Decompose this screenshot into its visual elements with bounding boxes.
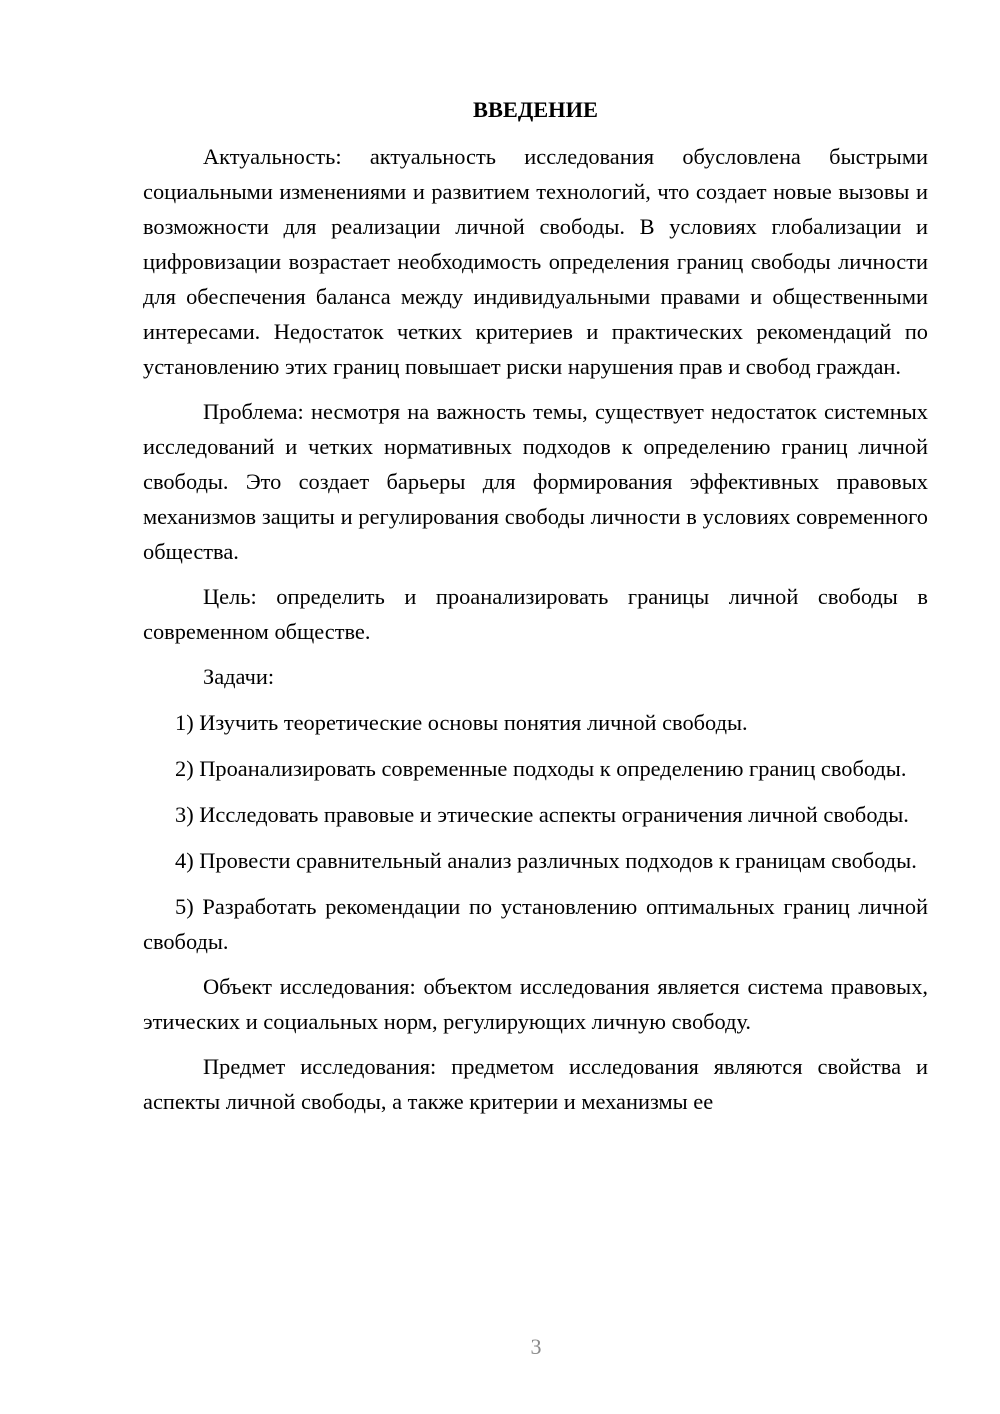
section-heading: ВВЕДЕНИЕ bbox=[473, 97, 598, 122]
paragraph-object: Объект исследования: объектом исследования является система правовых, этических и социальных норм, регулирующих личную свободу. bbox=[143, 974, 928, 1034]
task-item-4: 4) Провести сравнительный анализ различных подходов к границам свободы. bbox=[175, 848, 917, 873]
page-number: 3 bbox=[530, 1334, 542, 1359]
task-item-1: 1) Изучить теоретические основы понятия личной свободы. bbox=[175, 710, 748, 735]
paragraph-relevance: Актуальность: актуальность исследования обусловлена быстрыми социальными изменениями и развитием технологий, что создает новые вызовы и возможности для реализации личной свободы. В условиях глобализации и цифровизации возрастает необходимость определения границ свободы личности для обеспечения баланса между индивидуальными правами и общественными интересами. Недостаток четких критериев и практических рекомендаций по установлению этих границ повышает риски нарушения прав и свобод граждан. bbox=[143, 144, 928, 379]
task-item-3: 3) Исследовать правовые и этические аспекты ограничения личной свободы. bbox=[175, 802, 909, 827]
task-item-5: 5) Разработать рекомендации по установлению оптимальных границ личной свободы. bbox=[143, 894, 928, 954]
tasks-label: Задачи: bbox=[203, 664, 275, 689]
task-item-2: 2) Проанализировать современные подходы к определению границ свободы. bbox=[175, 756, 907, 781]
page-content bbox=[143, 92, 928, 1119]
paragraph-subject: Предмет исследования: предметом исследования являются свойства и аспекты личной свободы, а также критерии и механизмы ее bbox=[143, 1054, 928, 1114]
paragraph-goal: Цель: определить и проанализировать границы личной свободы в современном обществе. bbox=[143, 584, 928, 644]
paragraph-problem: Проблема: несмотря на важность темы, существует недостаток системных исследований и четких нормативных подходов к определению границ личной свободы. Это создает барьеры для формирования эффективных правовых механизмов защиты и регулирования свободы личности в условиях современного общества. bbox=[143, 399, 928, 564]
